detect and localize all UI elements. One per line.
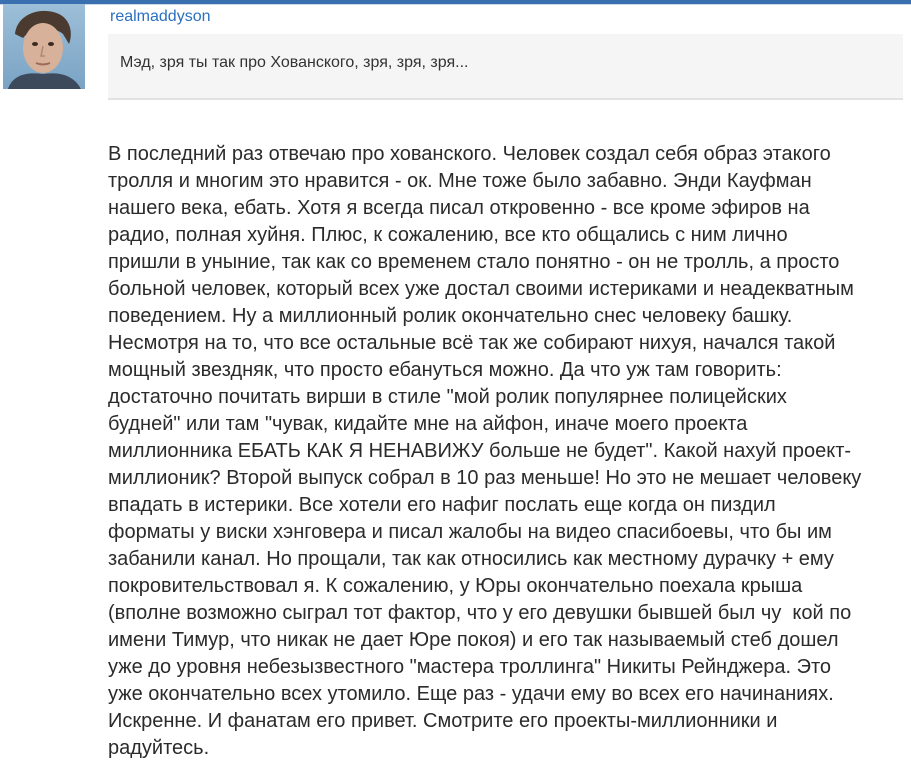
question-box: [108, 34, 903, 100]
top-bar-divider: [0, 4, 911, 5]
answer-text: В последний раз отвечаю про хованского. Человек создал себя образ этакого тролля и многим это нравится - ок. Мне тоже было забавно. Энди Кауфман нашего века, ебать. Хотя я всегда писал откровенно - все кроме эфиров на радио, полная хуйня. Плюс, к сожалению, все кто общались с ним лично пришли в уныние, так как со временем стало понятно - он не тролль, а просто больной человек, который всех уже достал своими истериками и неадекватным поведением. Ну а миллионный ролик окончательно снес человеку башку. Несмотря на то, что все остальные всё так же собирают нихуя, начался такой мощный звездняк, что просто ебануться можно. Да что уж там говорить: достаточно почитать вирши в стиле "мой ролик популярнее полицейских будней" или там "чувак, кидайте мне на айфон, иначе моего проекта миллионника ЕБАТЬ КАК Я НЕНАВИЖУ больше не будет". Какой нахуй проект- миллионик? Второй выпуск собрал в 10 раз меньше! Но это не мешает человеку впадать в истерики. Все хотели его нафиг послать еще когда он пиздил форматы у виски хэнговера и писал жалобы на видео спасибоевы, что бы им забанили канал. Но прощали, так как относились как местному дурачку + ему покровительствовал я. К сожалению, у Юры окончательно поехала крыша (вполне возможно сыграл тот фактор, что у его девушки бывшей был чу кой по имени Тимур, что никак не дает Юре покоя) и его так называемый стеб дошел уже до уровня небезызвестного "мастера троллинга" Никиты Рейнджера. Это уже окончательно всех утомило. Еще раз - удачи ему во всех его начинаниях. Искренне. И фанатам его привет. Смотрите его проекты-миллионники и радуйтесь.: [108, 143, 862, 759]
question-text: Мэд, зря ты так про Хованского, зря, зря, зря...: [120, 54, 469, 71]
user-avatar-photo-icon: [3, 4, 85, 89]
username-link[interactable]: realmaddyson: [110, 8, 211, 25]
avatar[interactable]: [3, 4, 85, 89]
